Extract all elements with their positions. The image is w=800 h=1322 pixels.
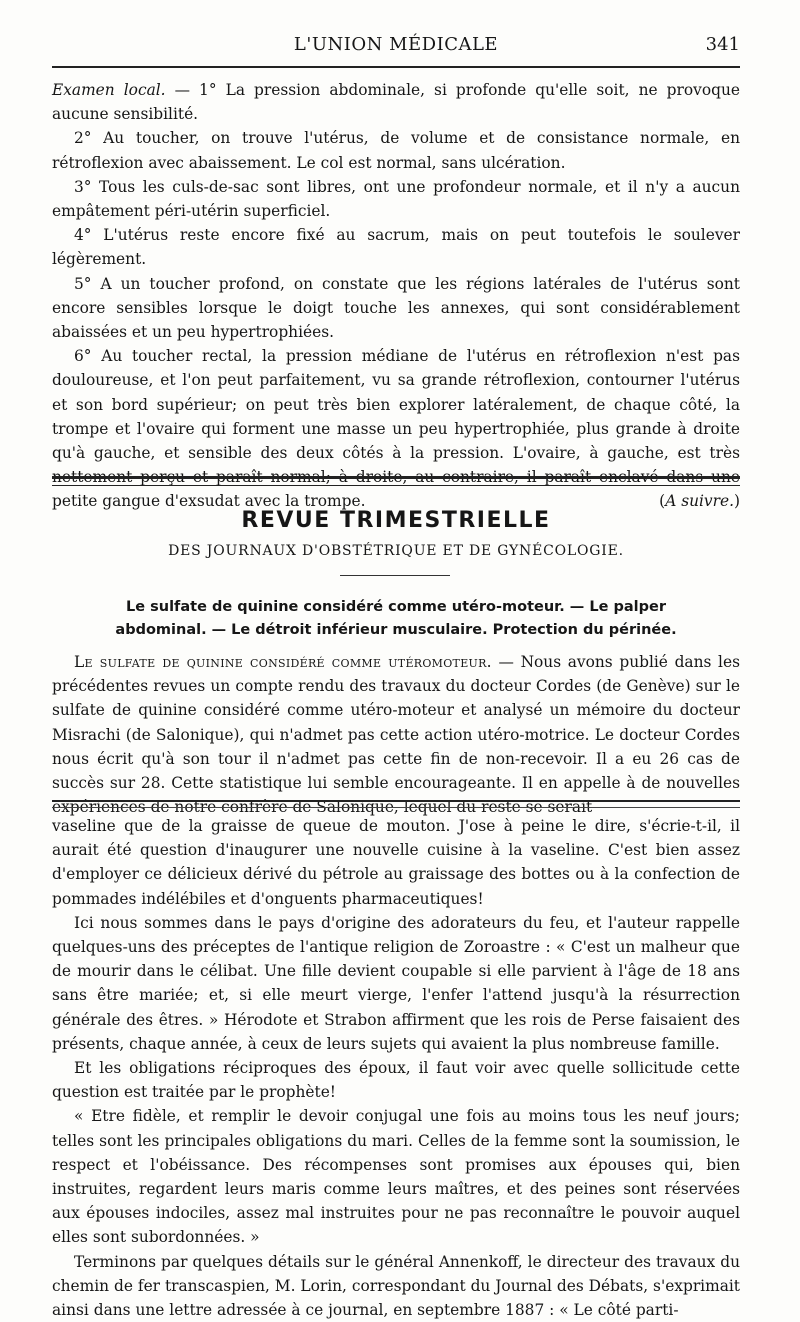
examen-paragraph-2: 2° Au toucher, on trouve l'utérus, de volume et de consistance normale, en rétroflexion avec abaissement. Le col est normal, sans ulcération. (52, 129, 740, 172)
feuilleton-divider (52, 800, 740, 808)
revue-lead: Le sulfate de quinine considéré comme utéromoteur. (74, 653, 492, 671)
revue-text: — Nous avons publié dans les précédentes revues un compte rendu des travaux du docteur Cordes (de Genève) sur le sulfate de quinine considéré comme utéro-moteur et analysé un mémoire du docteur Misrachi (de Salonique), qui n'admet pas cette action utéro-motrice. Le docteur Cordes nous écrit qu'à son tour il n'admet pas cette fin de non-recevoir. Il a eu 26 cas de succès sur 28. Cette statistique lui semble encourageante. Il en appelle à de nouvelles expériences de notre confrère de Salonique, lequel du reste se serait (52, 653, 740, 817)
revue-title: REVUE TRIMESTRIELLE (241, 508, 551, 533)
examen-paragraph-3: 3° Tous les culs-de-sac sont libres, ont une profondeur normale, et il n'y a aucun empâtement péri-utérin superficiel. (52, 177, 740, 221)
feuilleton-paragraph-1: vaseline que de la graisse de queue de mouton. J'ose à peine le dire, s'écrie-t-il, il aurait été question d'inaugurer une nouvelle cuisine à la vaseline. C'est bien assez d'employer ce délicieux dérivé du pétrole au graissage des bottes ou à la confection de pommades indélébiles et d'onguents pharmaceutiques! (52, 817, 740, 908)
revue-paragraph (52, 650, 740, 819)
article-headings (52, 596, 740, 642)
revue-body (52, 650, 740, 819)
examen-lead: Examen local. (52, 81, 166, 99)
a-suivre: (A suivre.) (659, 492, 740, 511)
subtitle-rule (340, 575, 450, 576)
page-number: 341 (705, 34, 740, 55)
feuilleton-paragraph-3: Et les obligations réciproques des époux, il faut voir avec quelle sollicitude cette question est traitée par le prophète! (52, 1059, 740, 1102)
page-header (52, 30, 740, 60)
a-suivre-text: A suivre. (665, 492, 734, 511)
revue-subtitle: DES JOURNAUX D'OBSTÉTRIQUE ET DE GYNÉCOLOGIE. (168, 543, 624, 559)
feuilleton-paragraph-5: Terminons par quelques détails sur le général Annenkoff, le directeur des travaux du chemin de fer transcaspien, M. Lorin, correspondant du Journal des Débats, s'exprimait ainsi dans une lettre adressée à ce journal, en septembre 1887 : « Le côté parti- (52, 1252, 740, 1320)
feuilleton-paragraph-4: « Etre fidèle, et remplir le devoir conjugal une fois au moins tous les neuf jours; telles sont les principales obligations du mari. Celles de la femme sont la soumission, le respect et l'obéissance. Des récompenses sont promises aux épouses qui, bien instruites, regardent leurs maris comme leurs maîtres, et des peines sont réservées aux épouses indociles, assez mal instruites pour ne pas reconnaître le pouvoir auquel elles sont subordonnées. » (52, 1107, 740, 1247)
examen-paragraph-5: 5° A un toucher profond, on constate que les régions latérales de l'utérus sont encore sensibles lorsque le doigt touche les annexes, qui sont considérablement abaissées et un peu hypertrophiées. (52, 274, 740, 342)
section-divider (52, 476, 740, 486)
feuilleton-paragraph-2: Ici nous sommes dans le pays d'origine des adorateurs du feu, et l'auteur rappelle quelques-uns des préceptes de l'antique religion de Zoroastre : « C'est un malheur que de mourir dans le célibat. Une fille devient coupable si elle parvient à l'âge de 18 ans sans être mariée; et, si elle meurt vierge, l'enfer l'attend jusqu'à la résurrection générale des êtres. » Hérodote et Strabon affirment que les rois de Perse faisaient des présents, chaque année, à ceux de leurs sujets qui avaient la plus nombreuse famille. (52, 913, 740, 1053)
examen-paragraph-1 (52, 78, 740, 126)
examen-section (52, 78, 740, 514)
examen-paragraph-4: 4° L'utérus reste encore fixé au sacrum, mais on peut toutefois le soulever légèrement. (52, 226, 740, 269)
examen-p1-text: — 1° La pression abdominale, si profonde qu'elle soit, ne provoque aucune sensibilité. (52, 81, 740, 124)
examen-paragraph-6: 6° Au toucher rectal, la pression médiane de l'utérus en rétroflexion n'est pas douloureuse, et l'on peut parfaitement, vu sa grande rétroflexion, contourner l'utérus et son bord supérieur; on peut très bien explorer latéralement, de chaque côté, la trompe et l'ovaire qui forment une masse un peu hypertrophiée, plus grande à droite qu'à gauche, et sensible des deux côtés à la pression. L'ovaire, à gauche, est très nettement perçu et paraît normal; à droite, au contraire, il paraît enclavé dans une petite gangue d'exsudat avec la trompe. (52, 347, 740, 511)
running-title: L'UNION MÉDICALE (293, 34, 499, 55)
article-heading-line-2: abdominal. — Le détroit inférieur musculaire. Protection du périnée. (115, 622, 677, 638)
feuilleton-section (52, 814, 740, 1322)
article-heading-line-1: Le sulfate de quinine considéré comme utéro-moteur. — Le palper (126, 599, 666, 615)
header-rule (52, 66, 740, 68)
